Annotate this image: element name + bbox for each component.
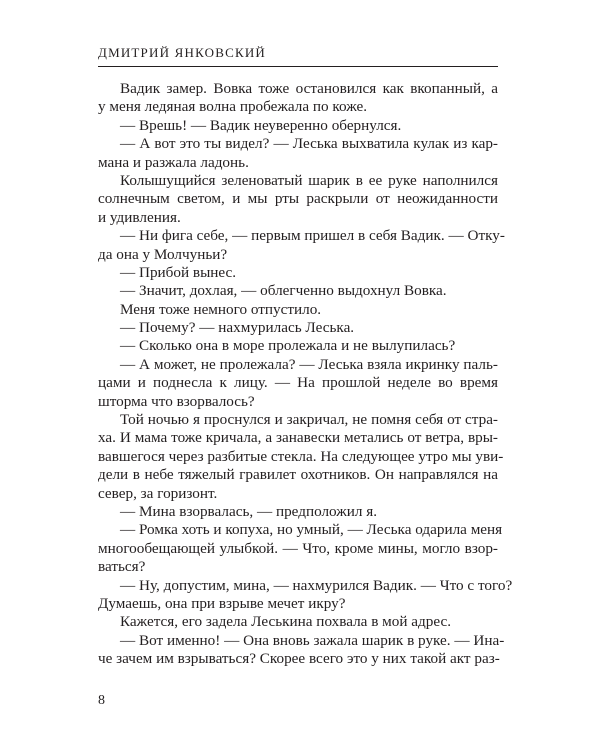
text-line: многообещающей улыбкой. — Что, кроме мины, могло взор- (98, 539, 498, 557)
text-line: Меня тоже немного отпустило. (120, 300, 322, 318)
text-line: Колышущийся зеленоватый шарик в ее руке наполнился (120, 171, 498, 189)
text-line: солнечным светом, и мы рты раскрыли от неожиданности (98, 190, 498, 208)
text-line: север, за горизонт. (98, 484, 218, 502)
page-number: 8 (98, 693, 105, 708)
text-line: ваться? (98, 558, 146, 576)
text-line: да она у Молчуньи? (98, 245, 228, 263)
text-line: вавшегося через разбитые стекла. На следующее утро мы уви- (98, 447, 504, 465)
text-line: — Значит, дохлая, — облегченно выдохнул Вовка. (120, 282, 447, 300)
page-body-text (98, 80, 513, 669)
text-line: — Вот именно! — Она вновь зажала шарик в руке. — Ина- (120, 631, 505, 649)
text-line: Вадик замер. Вовка тоже остановился как вкопанный, а (120, 80, 498, 97)
text-line: — Врешь! — Вадик неуверенно обернулся. (120, 116, 402, 134)
text-line: — Почему? — нахмурилась Леська. (120, 319, 355, 337)
text-line: — А вот это ты видел? — Леська выхватила кулак из кар- (120, 135, 498, 153)
text-line: Кажется, его задела Леськина похвала в мой адрес. (120, 613, 452, 631)
text-line: — Мина взорвалась, — предположил я. (120, 502, 378, 520)
text-line: мана и разжала ладонь. (98, 153, 249, 171)
text-line: — А может, не пролежала? — Леська взяла икринку паль- (120, 355, 498, 373)
header-rule (98, 66, 498, 67)
text-line: Той ночью я проснулся и закричал, не помня себя от стра- (120, 411, 498, 429)
text-line: Думаешь, она при взрыве мечет икру? (98, 594, 346, 612)
text-line: шторма что взорвалось? (98, 392, 255, 410)
text-line: цами и поднесла к лицу. — На прошлой неделе во время (98, 374, 498, 392)
text-line: че зачем им взрываться? Скорее всего это у них такой акт раз- (98, 650, 500, 668)
text-line: — Ну, допустим, мина, — нахмурился Вадик. — Что с того? (120, 576, 513, 594)
text-line: — Сколько она в море пролежала и не вылупилась? (120, 337, 456, 355)
text-line: у меня ледяная волна пробежала по коже. (98, 98, 368, 116)
text-line: ха. И мама тоже кричала, а занавески метались от ветра, вры- (98, 429, 498, 447)
text-line: дели в небе тяжелый гравилет охотников. Он направлялся на (98, 466, 498, 484)
text-line: — Ромка хоть и копуха, но умный, — Леська одарила меня (120, 521, 503, 539)
text-line: — Ни фига себе, — первым пришел в себя Вадик. — Отку- (120, 227, 505, 245)
text-line: и удивления. (98, 208, 181, 226)
text-line: — Прибой вынес. (120, 263, 237, 281)
running-head-author: ДМИТРИЙ ЯНКОВСКИЙ (98, 45, 266, 60)
